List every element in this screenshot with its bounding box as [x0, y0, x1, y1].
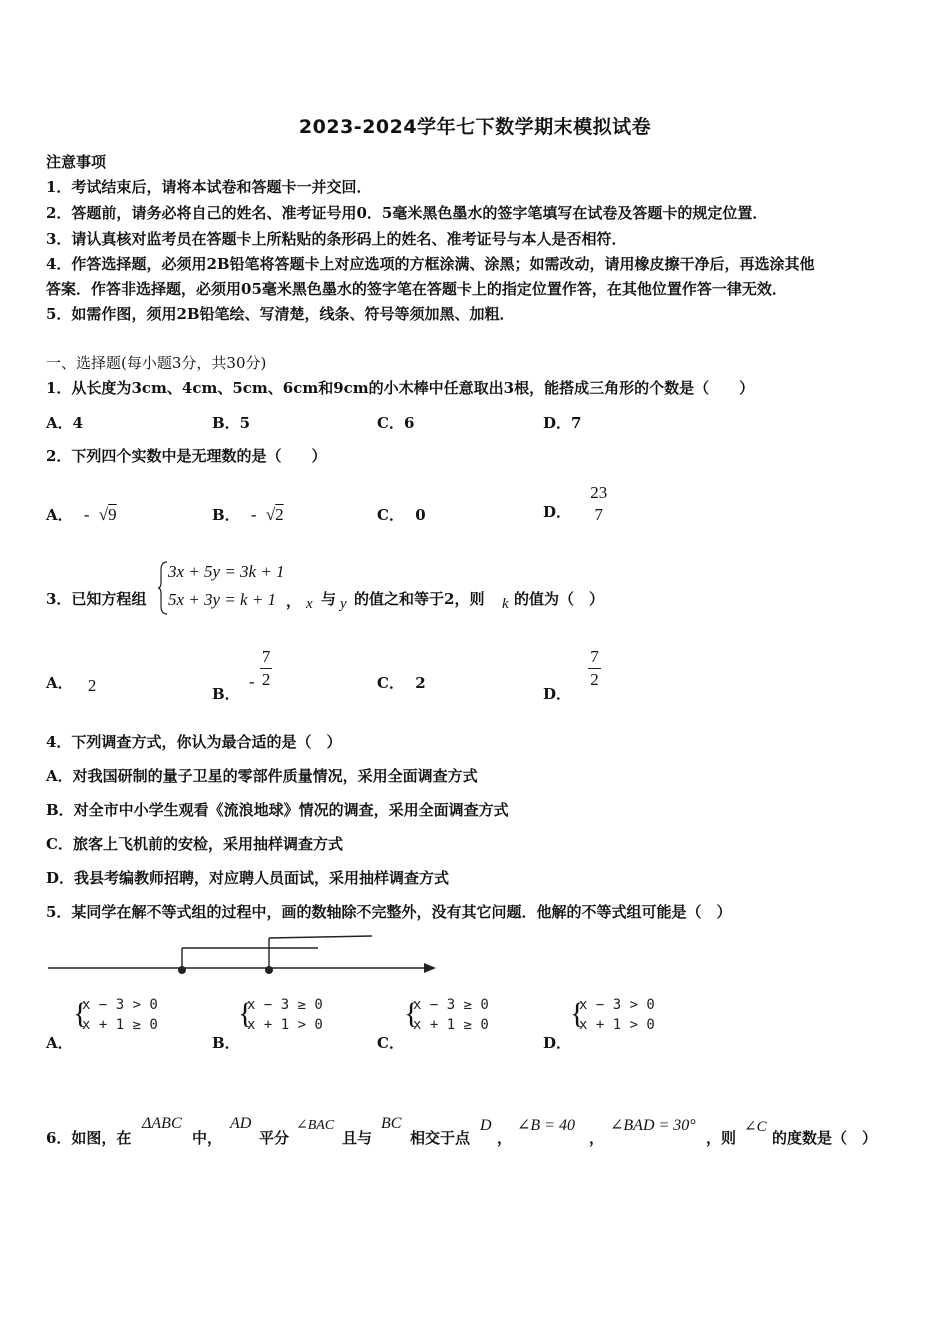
text: 中， [192, 1129, 223, 1147]
q1-option-c: C．6 [377, 414, 415, 432]
option-value: 2 [87, 676, 97, 695]
note-item: 3．请认真核对监考员在答题卡上所粘贴的条形码上的姓名、准考证号与本人是否相符． [46, 230, 627, 248]
option-label: C． [377, 506, 404, 524]
q2-option-c [377, 504, 426, 525]
var-y: y [340, 596, 347, 612]
fraction-denominator: 7 [594, 505, 603, 524]
text-sum: 的值之和等于2，则 [354, 590, 485, 608]
text: ，则 [706, 1129, 737, 1147]
option-label: B． [212, 506, 240, 524]
note-item: 2．答题前，请务必将自己的姓名、准考证号用0．5毫米黑色墨水的签字笔填写在试卷及答题卡的规定位置． [46, 204, 768, 222]
point-d: D [480, 1117, 492, 1134]
notes-heading: 注意事项 [46, 153, 107, 171]
question-5: 5．某同学在解不等式组的过程中，画的数轴除不完整外，没有其它问题．他解的不等式组可能是（ ） [46, 903, 732, 921]
q5-option-b-label: B． [212, 1034, 240, 1052]
section-heading: 一、选择题(每小题3分，共30分) [46, 354, 267, 372]
fraction-denominator: 2 [261, 670, 271, 689]
q4-option-b: B．对全市中小学生观看《流浪地球》情况的调查，采用全面调查方式 [46, 801, 509, 819]
q3-option-d [543, 646, 601, 703]
inequality: x − 3 ≥ 0 [247, 997, 323, 1013]
q1-option-d: D．7 [543, 414, 582, 432]
question-3-prefix: 3．已知方程组 [46, 590, 147, 608]
q5-option-c-label: C． [377, 1034, 404, 1052]
note-item: 5．如需作图，须用2B铅笔绘、写清楚，线条、符号等须加黑、加粗． [46, 305, 515, 323]
q5-option-d-label: D． [543, 1034, 572, 1052]
q3-option-b [212, 646, 272, 703]
option-label: A． [46, 506, 73, 524]
note-item: 1．考试结束后，请将本试卷和答题卡一并交回． [46, 178, 372, 196]
var-x: x [306, 596, 313, 612]
inequality: x + 1 ≥ 0 [413, 1017, 489, 1033]
fraction-numerator: 7 [590, 647, 599, 666]
fraction-numerator: 7 [261, 647, 271, 666]
option-value: 2 [415, 674, 426, 692]
q1-option-b: B．5 [212, 414, 251, 432]
q4-option-a: A．对我国研制的量子卫星的零部件质量情况，采用全面调查方式 [46, 767, 478, 785]
q3-option-c [377, 672, 426, 693]
system-eq2: 5x + 3y = k + 1 [168, 590, 277, 609]
number-line-figure [46, 930, 446, 980]
inequality: x − 3 > 0 [82, 997, 158, 1013]
text: 平分 [259, 1129, 290, 1147]
question-4: 4．下列调查方式，你认为最合适的是（ ） [46, 733, 342, 751]
fraction-denominator: 2 [590, 670, 599, 689]
radicand: 2 [275, 505, 284, 524]
q2-option-a: A． - √9 [46, 505, 117, 524]
radicand: 9 [108, 505, 117, 524]
text: 的度数是（ ） [772, 1129, 878, 1147]
option-label: B． [212, 684, 240, 703]
angle-c: ∠C [744, 1119, 767, 1135]
note-item: 4．作答选择题，必须用2B铅笔将答题卡上对应选项的方框涂满、涂黑；如需改动，请用橡皮擦干净后，再选涂其他 [46, 255, 815, 273]
segment-bc: BC [381, 1115, 402, 1132]
triangle-abc: ΔABC [142, 1115, 182, 1132]
text: ， [497, 1129, 513, 1147]
inequality: x + 1 > 0 [247, 1017, 323, 1033]
q1-option-a: A．4 [46, 414, 84, 432]
inequality: x + 1 ≥ 0 [82, 1017, 158, 1033]
inequality: x − 3 ≥ 0 [413, 997, 489, 1013]
minus-sign: - [250, 505, 257, 524]
option-label: A． [46, 674, 73, 692]
question-1: 1．从长度为3cm、4cm、5cm、6cm和9cm的小木棒中任意取出3根，能搭成三角形的个数是（ ） [46, 379, 755, 397]
text: 相交于点 [410, 1129, 471, 1147]
q4-option-d: D．我县考编教师招聘，对应聘人员面试，采用抽样调查方式 [46, 869, 450, 887]
comma: ， [286, 592, 302, 610]
option-label: D． [543, 684, 572, 703]
question-6-prefix: 6．如图，在 [46, 1129, 132, 1147]
q2-option-b: B． - √2 [212, 505, 284, 524]
text: 且与 [342, 1129, 373, 1147]
angle-bad: ∠BAD = 30° [610, 1117, 696, 1134]
note-item: 答案．作答非选择题，必须用05毫米黑色墨水的签字笔在答题卡上的指定位置作答，在其他位置作答一律无效． [46, 280, 787, 298]
text: ， [589, 1129, 605, 1147]
option-value: 0 [415, 506, 426, 524]
inequality: x + 1 > 0 [579, 1017, 655, 1033]
option-label: C． [377, 674, 404, 692]
page-title: 2023-2024学年七下数学期末模拟试卷 [298, 116, 652, 138]
text-value: 的值为（ ） [514, 590, 605, 608]
segment-ad: AD [230, 1115, 252, 1132]
q3-option-a [46, 672, 96, 693]
question-2: 2．下列四个实数中是无理数的是（ ） [46, 447, 327, 465]
minus-sign: - [248, 671, 255, 691]
angle-b: ∠B = 40 [517, 1117, 575, 1134]
q4-option-c: C．旅客上飞机前的安检，采用抽样调查方式 [46, 835, 343, 853]
fraction-numerator: 23 [590, 483, 608, 502]
q5-option-a-label: A． [46, 1034, 73, 1052]
inequality: x − 3 > 0 [579, 997, 655, 1013]
q2-option-d [543, 478, 609, 528]
text-and: 与 [321, 590, 337, 608]
option-label: D． [543, 503, 572, 521]
angle-bac: ∠BAC [296, 1118, 335, 1133]
var-k: k [502, 596, 509, 612]
system-eq1: 3x + 5y = 3k + 1 [168, 562, 285, 581]
